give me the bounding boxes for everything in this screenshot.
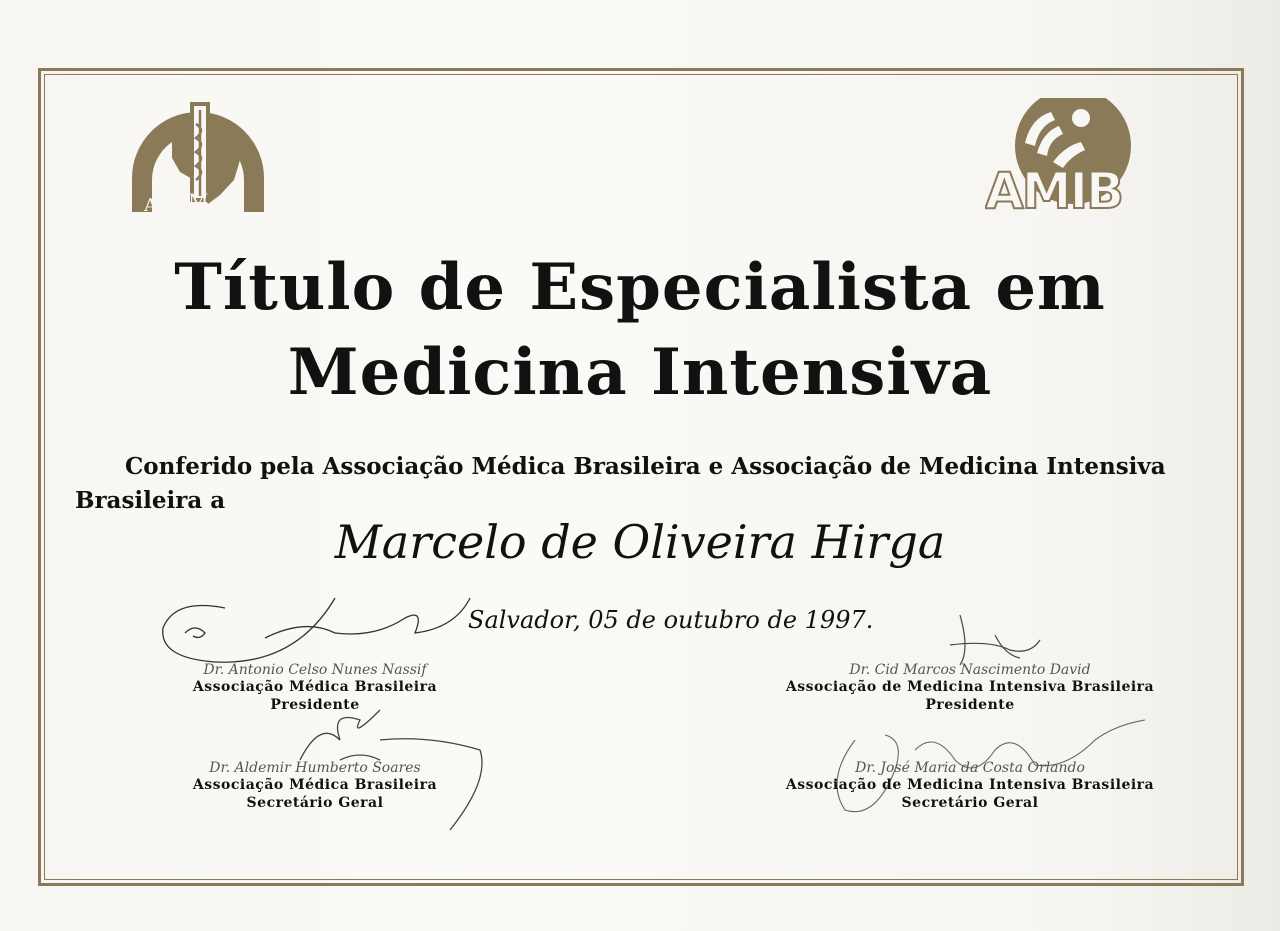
signatory-organization: Associação Médica Brasileira bbox=[192, 777, 438, 793]
signatory-role: Presidente bbox=[925, 697, 1015, 713]
signatory-president-amb bbox=[160, 662, 470, 714]
amb-logo bbox=[122, 100, 274, 218]
signatory-organization: Associação de Medicina Intensiva Brasileira bbox=[785, 777, 1155, 793]
signatory-role: Secretário Geral bbox=[901, 795, 1039, 811]
amb-letter-a: A bbox=[144, 195, 157, 216]
amib-logo bbox=[985, 98, 1165, 213]
certificate-title-line1: Título de Especialista em bbox=[174, 250, 1106, 325]
signatory-organization: Associação Médica Brasileira bbox=[192, 679, 438, 695]
signatory-organization: Associação de Medicina Intensiva Brasileira bbox=[785, 679, 1155, 695]
signatory-role: Secretário Geral bbox=[246, 795, 384, 811]
certificate-title-line2: Medicina Intensiva bbox=[287, 335, 993, 410]
signatory-name: Dr. José Maria da Costa Orlando bbox=[855, 760, 1085, 776]
amb-letter-m: M bbox=[188, 189, 209, 213]
signatory-secretary-amb bbox=[160, 760, 470, 812]
signatory-name: Dr. Aldemir Humberto Soares bbox=[209, 760, 421, 776]
signatory-president-amib bbox=[780, 662, 1160, 714]
signatory-role: Presidente bbox=[270, 697, 360, 713]
signatory-name: Dr. Cid Marcos Nascimento David bbox=[849, 662, 1091, 678]
amib-logo-text: AMIB bbox=[985, 162, 1123, 213]
place-and-date: Salvador, 05 de outubro de 1997. bbox=[468, 606, 874, 634]
signatory-name: Dr. Antonio Celso Nunes Nassif bbox=[203, 662, 427, 678]
signatory-secretary-amib bbox=[780, 760, 1160, 812]
recipient-name: Marcelo de Oliveira Hirga bbox=[334, 515, 946, 569]
conferred-statement: Conferido pela Associação Médica Brasileira e Associação de Medicina Intensiva Brasileira a bbox=[75, 453, 1166, 514]
amb-letter-b: B bbox=[244, 195, 258, 216]
